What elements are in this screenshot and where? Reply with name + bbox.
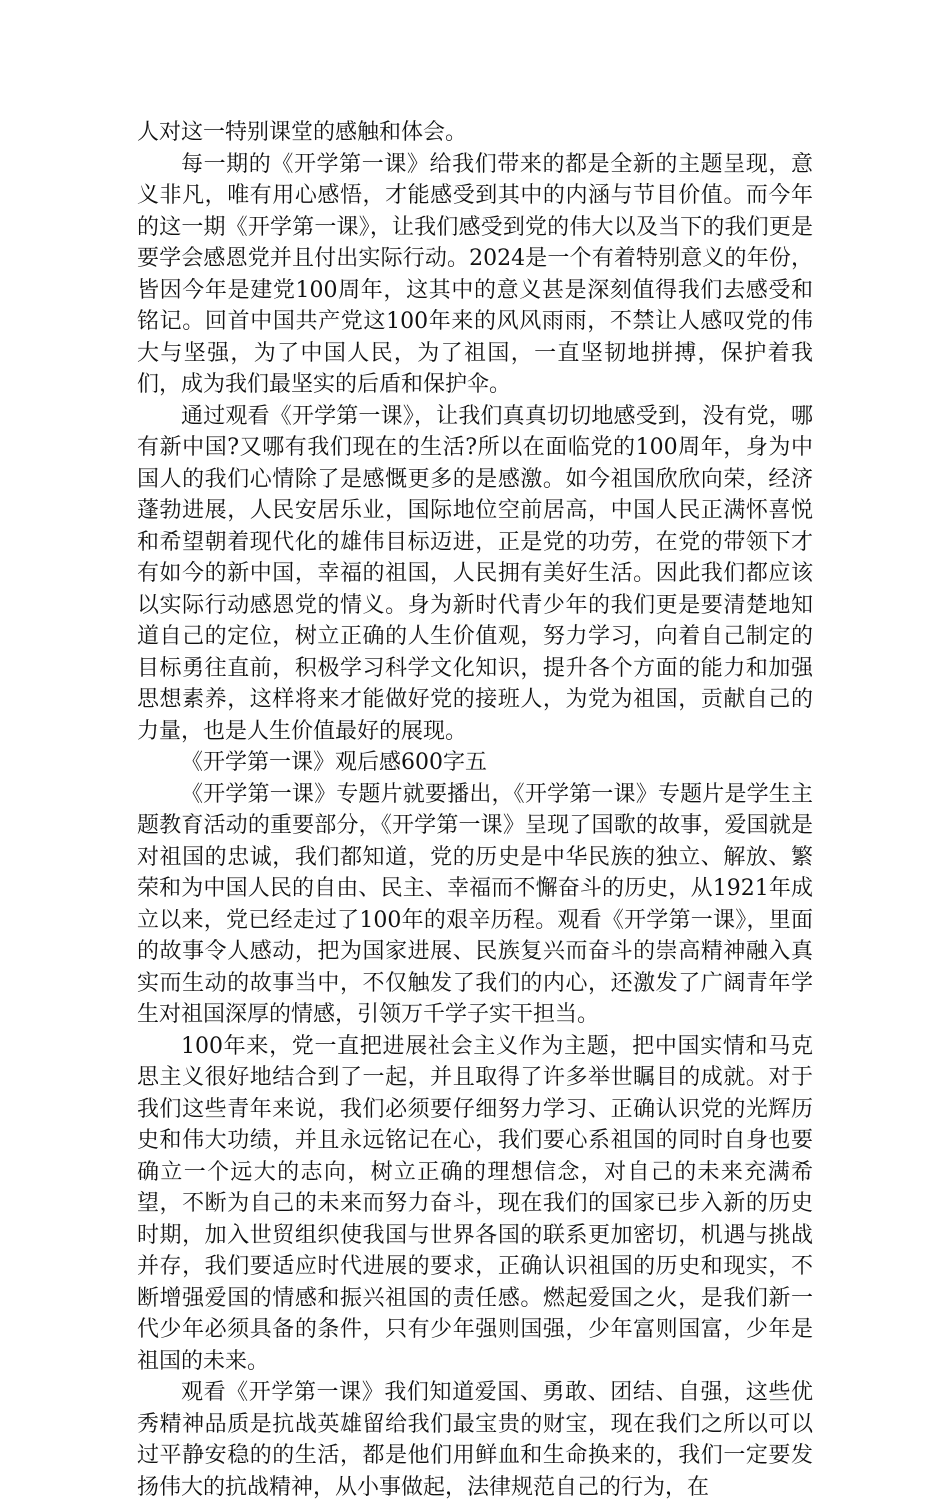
paragraph: 每一期的《开学第一课》给我们带来的都是全新的主题呈现，意义非凡，唯有用心感悟，才能感受到其中的内涵与节目价值。而今年的这一期《开学第一课》，让我们感受到党的伟大以及当下的我们更是要学会感恩党并且付出实际行动。2024是一个有着特别意义的年份，皆因今年是建党100周年，这其中的意义甚是深刻值得我们去感受和铭记。回首中国共产党这100年来的风风雨雨，不禁让人感叹党的伟大与坚强，为了中国人民，为了祖国，一直坚韧地拼搏，保护着我们，成为我们最坚实的后盾和保护伞。: [137, 151, 813, 397]
paragraph: 《开学第一课》专题片就要播出，《开学第一课》专题片是学生主题教育活动的重要部分，《开学第一课》呈现了国歌的故事，爱国就是对祖国的忠诚，我们都知道，党的历史是中华民族的独立、解放、繁荣和为中国人民的自由、民主、幸福而不懈奋斗的历史，从1921年成立以来，党已经走过了100年的艰辛历程。观看《开学第一课》，里面的故事令人感动，把为国家进展、民族复兴而奋斗的崇高精神融入真实而生动的故事当中，不仅触发了我们的内心，还激发了广阔青年学生对祖国深厚的情感，引领万千学子实干担当。: [137, 781, 813, 1027]
paragraph: 观看《开学第一课》我们知道爱国、勇敢、团结、自强，这些优秀精神品质是抗战英雄留给我们最宝贵的财宝，现在我们之所以可以过平静安稳的的生活，都是他们用鲜血和生命换来的，我们一定要发扬伟大的抗战精神，从小事做起，法律规范自己的行为，在: [137, 1380, 813, 1500]
section-heading: 《开学第一课》观后感600字五: [181, 750, 487, 775]
paragraph: 100年来，党一直把进展社会主义作为主题，把中国实情和马克思主义很好地结合到了一起，并且取得了许多举世瞩目的成就。对于我们这些青年来说，我们必须要仔细努力学习、正确认识党的光辉历史和伟大功绩，并且永远铭记在心，我们要心系祖国的同时自身也要确立一个远大的志向，树立正确的理想信念，对自己的未来充满希望，不断为自己的未来而努力奋斗，现在我们的国家已步入新的历史时期，加入世贸组织使我国与世界各国的联系更加密切，机遇与挑战并存，我们要适应时代进展的要求，正确认识祖国的历史和现实，不断增强爱国的情感和振兴祖国的责任感。燃起爱国之火，是我们新一代少年必须具备的条件，只有少年强则国强，少年富则国富，少年是祖国的未来。: [137, 1033, 813, 1374]
paragraph-continuation: 人对这一特别课堂的感触和体会。: [137, 120, 468, 145]
document-body: [137, 117, 813, 1503]
paragraph: 通过观看《开学第一课》，让我们真真切切地感受到，没有党，哪有新中国?又哪有我们现在的生活?所以在面临党的100周年，身为中国人的我们心情除了是感慨更多的是感激。如今祖国欣欣向荣，经济蓬勃进展，人民安居乐业，国际地位空前居高，中国人民正满怀喜悦和希望朝着现代化的雄伟目标迈进，正是党的功劳，在党的带领下才有如今的新中国，幸福的祖国，人民拥有美好生活。因此我们都应该以实际行动感恩党的情义。身为新时代青少年的我们更是要清楚地知道自己的定位，树立正确的人生价值观，努力学习，向着自己制定的目标勇往直前，积极学习科学文化知识，提升各个方面的能力和加强思想素养，这样将来才能做好党的接班人，为党为祖国，贡献自己的力量，也是人生价值最好的展现。: [137, 403, 813, 744]
